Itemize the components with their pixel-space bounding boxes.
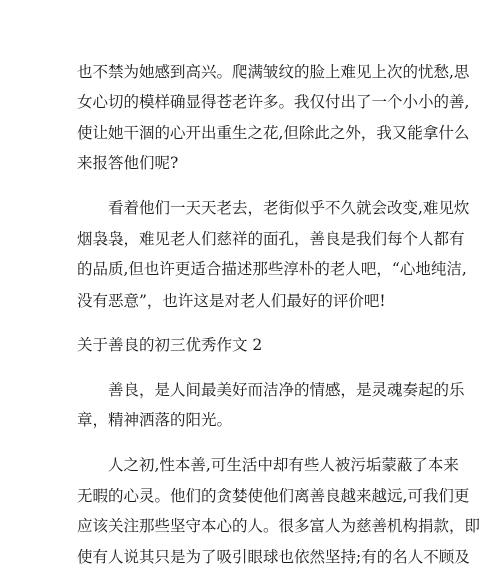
text-line: 来报答他们呢? <box>77 154 179 172</box>
text-line: 也不禁为她感到高兴。爬满皱纹的脸上难见上次的忧愁,思 <box>77 63 470 81</box>
text-line: 的品质,但也许更适合描述那些淳朴的老人吧，“心地纯洁, <box>77 260 467 278</box>
text-line: 使有人说其只是为了吸引眼球也依然坚持;有的名人不顾及 <box>77 548 470 566</box>
text-line: 章，精神洒落的阳光。 <box>77 411 233 429</box>
text-line: 没有恶意”，也许这是对老人们最好的评价吧! <box>77 292 386 310</box>
paragraph-first-line: 看着他们一天天老去，老街似乎不久就会改变,难见炊 <box>108 199 470 217</box>
text-line: 无暇的心灵。他们的贪婪使他们离善良越来越远,可我们更 <box>77 487 470 505</box>
paragraph-first-line: 善良，是人间最美好而洁净的情感，是灵魂奏起的乐 <box>108 381 465 399</box>
paragraph-first-line: 人之初,性本善,可生活中却有些人被污垢蒙蔽了本来 <box>108 456 459 474</box>
text-line: 烟袅袅，难见老人们慈祥的面孔，善良是我们每个人都有 <box>77 230 465 248</box>
text-line: 使让她干涸的心开出重生之花,但除此之外，我又能拿什么 <box>77 124 470 142</box>
section-heading: 关于善良的初三优秀作文 2 <box>77 336 263 354</box>
text-line: 应该关注那些坚守本心的人。很多富人为慈善机构捐款，即 <box>77 517 481 535</box>
text-line: 女心切的模样确显得苍老许多。我仅付出了一个小小的善, <box>77 93 470 111</box>
